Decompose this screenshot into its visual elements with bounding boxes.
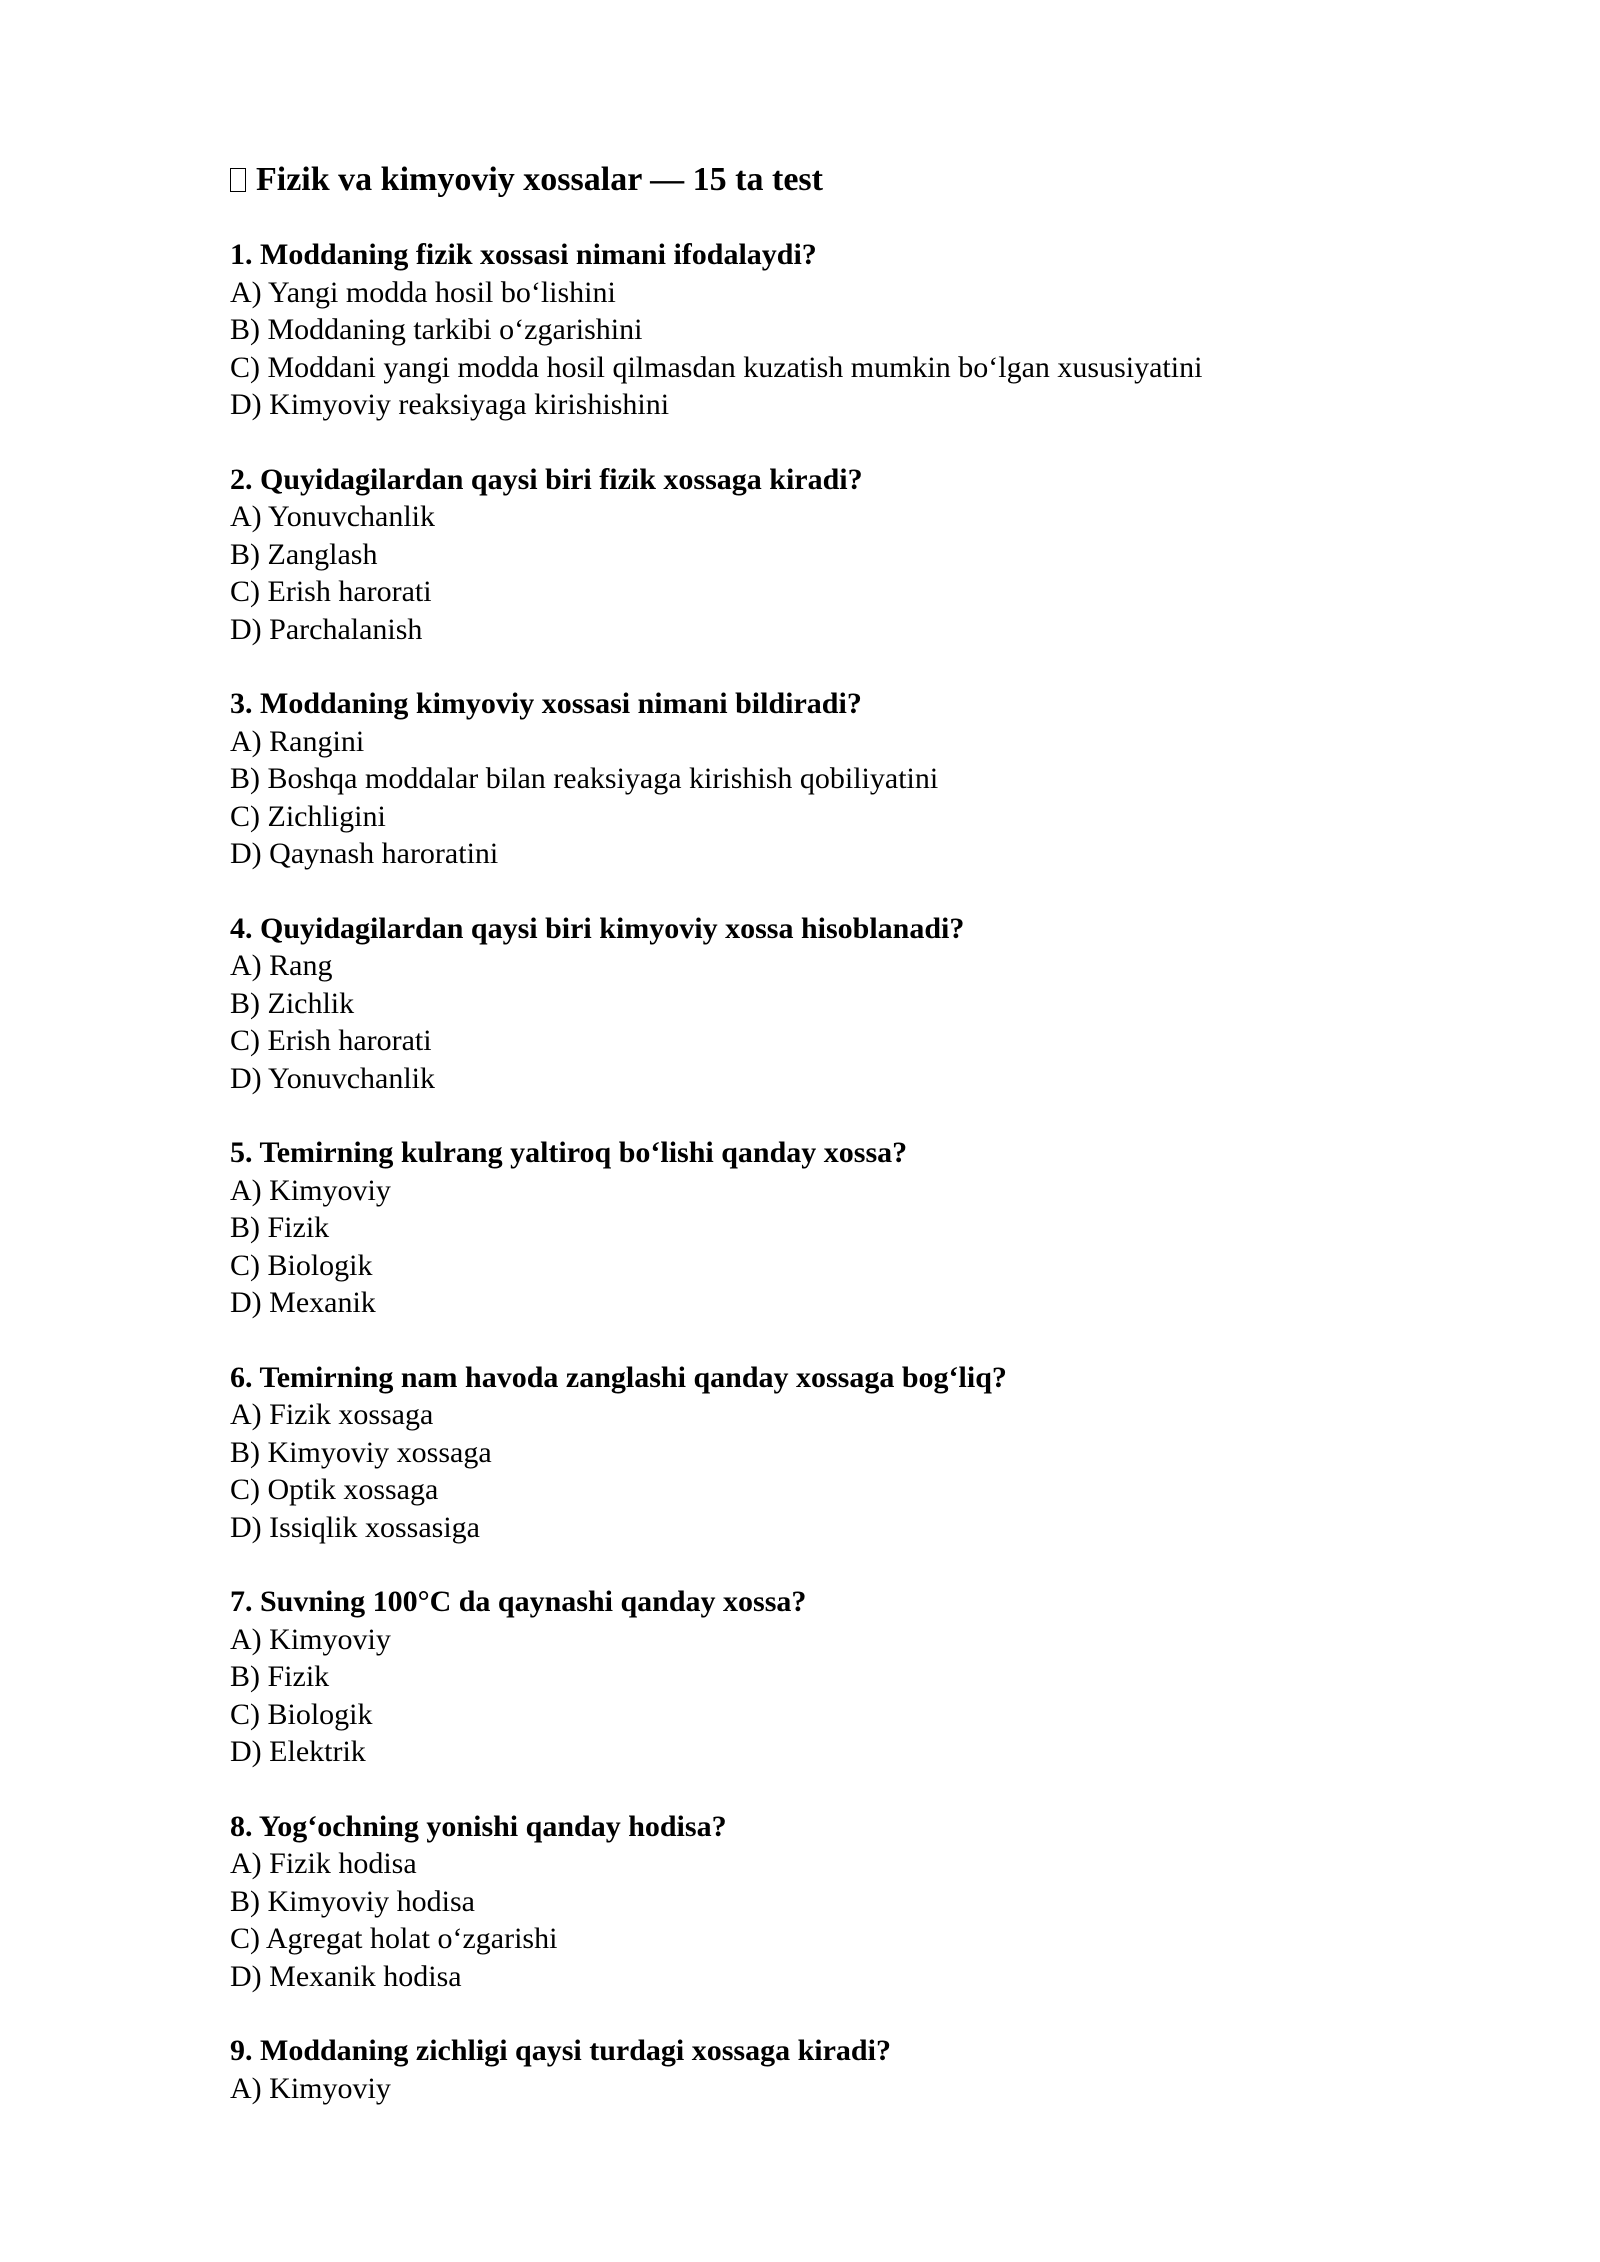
answer-option: D) Elektrik — [230, 1735, 366, 1768]
question-text: 7. Suvning 100°C da qaynashi qanday xossa? — [230, 1585, 807, 1618]
answer-option: C) Optik xossaga — [230, 1473, 439, 1506]
question-text: 6. Temirning nam havoda zanglashi qanday xossaga bog‘liq? — [230, 1360, 1007, 1394]
question-text: 8. Yog‘ochning yonishi qanday hodisa? — [230, 1809, 727, 1843]
question-8 — [230, 1808, 1400, 1996]
question-5 — [230, 1134, 1400, 1322]
answer-option: B) Moddaning tarkibi o‘zgarishini — [230, 313, 643, 346]
answer-option: C) Zichligini — [230, 799, 386, 833]
question-3 — [230, 685, 1400, 873]
answer-option: A) Kimyoviy — [230, 2071, 391, 2105]
answer-option: A) Yonuvchanlik — [230, 500, 436, 533]
answer-option: D) Mexanik hodisa — [230, 1959, 462, 1993]
missing-glyph-box-icon — [230, 168, 246, 192]
answer-option: C) Biologik — [230, 1248, 373, 1282]
answer-option: B) Zichlik — [230, 986, 355, 1020]
document-title-line — [230, 158, 1400, 202]
question-2 — [230, 461, 1400, 649]
answer-option: D) Kimyoviy reaksiyaga kirishishini — [230, 388, 670, 421]
question-text: 2. Quyidagilardan qaysi biri fizik xossaga kiradi? — [230, 462, 863, 496]
answer-option: A) Kimyoviy — [230, 1173, 391, 1207]
answer-option: B) Kimyoviy xossaga — [230, 1435, 492, 1469]
answer-option: C) Agregat holat o‘zgarishi — [230, 1922, 558, 1955]
question-text: 1. Moddaning fizik xossasi nimani ifodalaydi? — [230, 238, 817, 271]
question-text: 5. Temirning kulrang yaltiroq bo‘lishi qanday xossa? — [230, 1136, 908, 1169]
answer-option: D) Parchalanish — [230, 612, 423, 646]
question-4 — [230, 910, 1400, 1098]
answer-option: B) Kimyoviy hodisa — [230, 1884, 475, 1918]
answer-option: A) Fizik hodisa — [230, 1847, 417, 1880]
answer-option: A) Fizik xossaga — [230, 1398, 434, 1431]
question-9 — [230, 2032, 1400, 2107]
question-1 — [230, 236, 1400, 424]
question-text: 3. Moddaning kimyoviy xossasi nimani bildiradi? — [230, 687, 862, 720]
answer-option: B) Zanglash — [230, 537, 378, 571]
answer-option: D) Yonuvchanlik — [230, 1061, 436, 1095]
question-text: 9. Moddaning zichligi qaysi turdagi xossaga kiradi? — [230, 2034, 891, 2067]
question-6 — [230, 1359, 1400, 1547]
answer-option: B) Boshqa moddalar bilan reaksiyaga kirishish qobiliyatini — [230, 762, 939, 795]
answer-option: C) Biologik — [230, 1697, 373, 1731]
document-page — [230, 158, 1400, 2144]
answer-option: B) Fizik — [230, 1211, 330, 1244]
answer-option: A) Kimyoviy — [230, 1622, 391, 1656]
answer-option: B) Fizik — [230, 1660, 330, 1693]
answer-option: A) Yangi modda hosil bo‘lishini — [230, 275, 616, 309]
answer-option: A) Rang — [230, 949, 333, 982]
answer-option: D) Issiqlik xossasiga — [230, 1510, 480, 1544]
answer-option: C) Moddani yangi modda hosil qilmasdan kuzatish mumkin bo‘lgan xususiyatini — [230, 350, 1203, 384]
answer-option: C) Erish harorati — [230, 575, 432, 608]
answer-option: D) Mexanik — [230, 1286, 376, 1319]
question-text: 4. Quyidagilardan qaysi biri kimyoviy xossa hisoblanadi? — [230, 911, 965, 945]
question-7 — [230, 1583, 1400, 1771]
answer-option: A) Rangini — [230, 724, 365, 758]
answer-option: D) Qaynash haroratini — [230, 837, 499, 870]
answer-option: C) Erish harorati — [230, 1024, 432, 1057]
document-title: Fizik va kimyoviy xossalar — 15 ta test — [256, 161, 823, 198]
